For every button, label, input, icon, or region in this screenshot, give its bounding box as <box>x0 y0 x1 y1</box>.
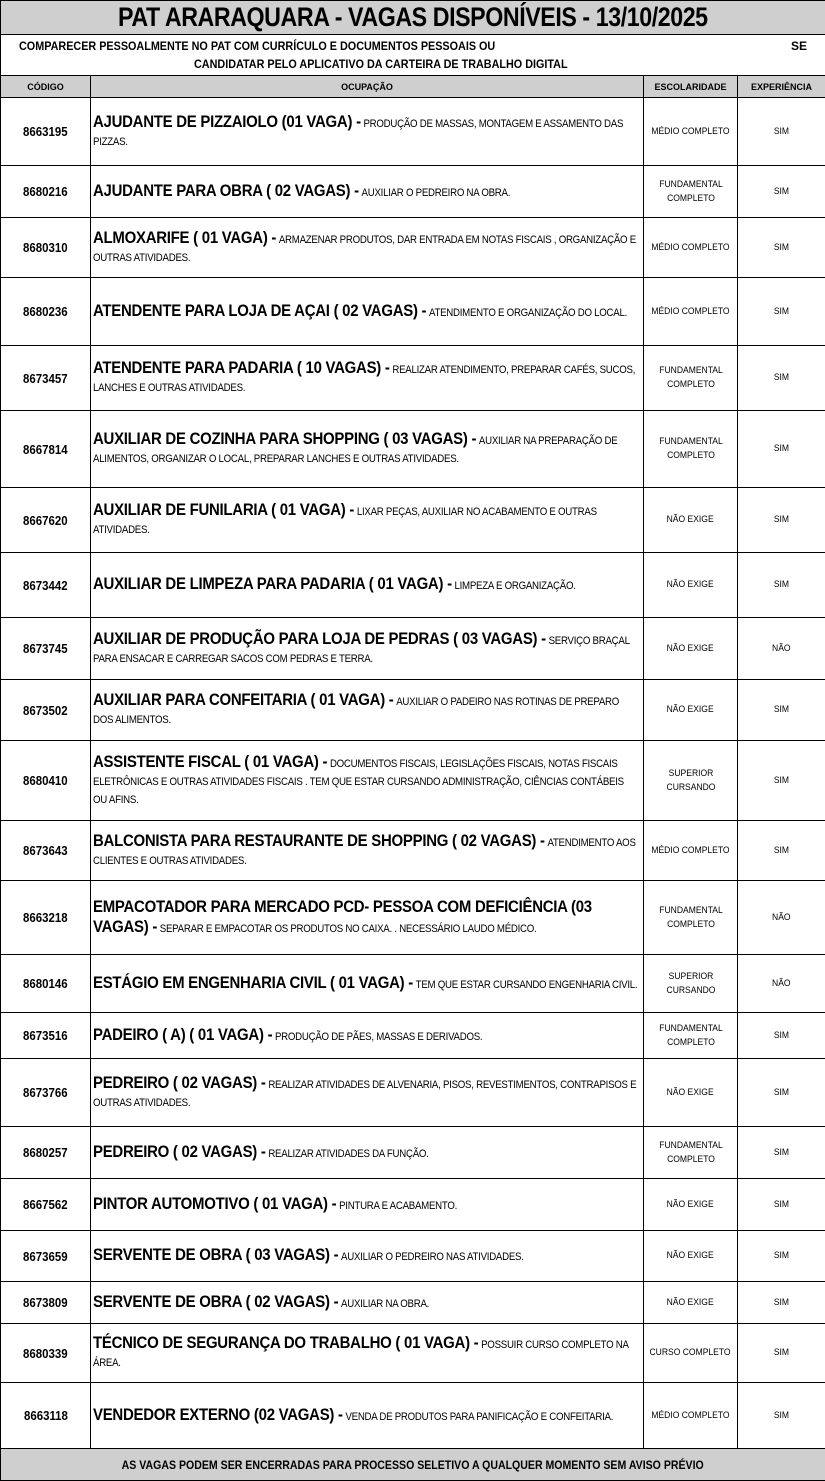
job-code: 8673502 <box>1 680 91 741</box>
job-description: SEPARAR E EMPACOTAR OS PRODUTOS NO CAIXA. . NECESSÁRIO LAUDO MÉDICO. <box>160 923 537 935</box>
job-title: PEDREIRO ( 02 VAGAS) - <box>93 1073 266 1092</box>
job-education: NÃO EXIGE <box>644 680 738 741</box>
job-experience: SIM <box>738 346 825 411</box>
job-description: POSSUIR CURSO COMPLETO NA ÁREA. <box>93 1339 628 1369</box>
job-description: DOCUMENTOS FISCAIS, LEGISLAÇÕES FISCAIS, NOTAS FISCAIS ELETRÔNICAS E OUTRAS ATIVIDADES FISCAIS . TEM QUE ESTAR CURSANDO ADMINISTRAÇÃO, CIÊNCIAS CONTÁBEIS OU AFINS. <box>93 758 624 806</box>
job-education: MÉDIO COMPLETO <box>644 218 738 278</box>
job-occupation <box>91 1127 644 1179</box>
table-row <box>1 1127 825 1179</box>
table-row <box>1 741 825 821</box>
job-education: MÉDIO COMPLETO <box>644 1383 738 1449</box>
job-code: 8680216 <box>1 166 91 218</box>
job-title: ASSISTENTE FISCAL ( 01 VAGA) - <box>93 752 327 771</box>
job-experience: SIM <box>738 411 825 488</box>
table-row <box>1 1013 825 1059</box>
table-row <box>1 553 825 618</box>
job-occupation <box>91 618 644 680</box>
job-education: NÃO EXIGE <box>644 1179 738 1231</box>
instructions-line-1: COMPARECER PESSOALMENTE NO PAT COM CURRÍCULO E DOCUMENTOS PESSOAIS OU <box>19 39 495 53</box>
job-code: 8680146 <box>1 955 91 1013</box>
table-row <box>1 98 825 166</box>
job-occupation <box>91 1282 644 1324</box>
job-occupation <box>91 1179 644 1231</box>
job-code: 8663118 <box>1 1383 91 1449</box>
table-row <box>1 821 825 881</box>
job-code: 8680339 <box>1 1324 91 1383</box>
table-row <box>1 346 825 411</box>
job-title: EMPACOTADOR PARA MERCADO PCD- PESSOA COM DEFICIÊNCIA (03 VAGAS) - <box>93 897 592 936</box>
job-description: LIMPEZA E ORGANIZAÇÃO. <box>455 580 576 592</box>
table-row <box>1 1179 825 1231</box>
instructions-line-2: CANDIDATAR PELO APLICATIVO DA CARTEIRA DE TRABALHO DIGITAL <box>194 57 568 71</box>
job-experience: SIM <box>738 1324 825 1383</box>
job-occupation <box>91 881 644 955</box>
job-education: MÉDIO COMPLETO <box>644 278 738 346</box>
job-occupation <box>91 553 644 618</box>
job-description: AUXILIAR O PEDREIRO NAS ATIVIDADES. <box>341 1251 524 1263</box>
job-description: AUXILIAR O PEDREIRO NA OBRA. <box>362 187 511 199</box>
footer-notice: AS VAGAS PODEM SER ENCERRADAS PARA PROCESSO SELETIVO A QUALQUER MOMENTO SEM AVISO PRÉVIO <box>1 1449 825 1481</box>
job-education: NÃO EXIGE <box>644 1282 738 1324</box>
job-code: 8673516 <box>1 1013 91 1059</box>
job-title: AUXILIAR DE COZINHA PARA SHOPPING ( 03 VAGAS) - <box>93 429 476 448</box>
instructions-se: SE <box>791 39 807 53</box>
job-education: SUPERIOR CURSANDO <box>644 955 738 1013</box>
job-code: 8680310 <box>1 218 91 278</box>
job-description: REALIZAR ATIVIDADES DE ALVENARIA, PISOS, REVESTIMENTOS, CONTRAPISOS E OUTRAS ATIVIDADES. <box>93 1079 636 1109</box>
job-education: FUNDAMENTAL COMPLETO <box>644 1127 738 1179</box>
job-code: 8663218 <box>1 881 91 955</box>
job-occupation <box>91 741 644 821</box>
job-experience: SIM <box>738 98 825 166</box>
job-occupation <box>91 98 644 166</box>
footer-row <box>1 1449 825 1481</box>
job-education: FUNDAMENTAL COMPLETO <box>644 881 738 955</box>
job-education: MÉDIO COMPLETO <box>644 821 738 881</box>
table-row <box>1 218 825 278</box>
job-occupation <box>91 411 644 488</box>
table-row <box>1 1282 825 1324</box>
job-education: FUNDAMENTAL COMPLETO <box>644 166 738 218</box>
table-row <box>1 1383 825 1449</box>
job-occupation <box>91 278 644 346</box>
job-occupation <box>91 1324 644 1383</box>
job-title: ESTÁGIO EM ENGENHARIA CIVIL ( 01 VAGA) - <box>93 973 413 992</box>
column-header-row <box>1 76 825 98</box>
job-title: ATENDENTE PARA LOJA DE AÇAI ( 02 VAGAS) - <box>93 301 426 320</box>
job-description: SERVIÇO BRAÇAL PARA ENSACAR E CARREGAR SACOS COM PEDRAS E TERRA. <box>93 635 629 665</box>
job-education: CURSO COMPLETO <box>644 1324 738 1383</box>
table-row <box>1 1231 825 1282</box>
job-occupation <box>91 680 644 741</box>
job-description: TEM QUE ESTAR CURSANDO ENGENHARIA CIVIL. <box>416 979 638 991</box>
job-code: 8673442 <box>1 553 91 618</box>
job-experience: NÃO <box>738 881 825 955</box>
job-experience: SIM <box>738 553 825 618</box>
job-occupation <box>91 218 644 278</box>
job-occupation <box>91 1013 644 1059</box>
job-education: FUNDAMENTAL COMPLETO <box>644 346 738 411</box>
job-title: AUXILIAR DE FUNILARIA ( 01 VAGA) - <box>93 500 354 519</box>
job-experience: NÃO <box>738 955 825 1013</box>
job-code: 8673745 <box>1 618 91 680</box>
job-description: REALIZAR ATIVIDADES DA FUNÇÃO. <box>268 1148 428 1160</box>
job-description: AUXILIAR O PADEIRO NAS ROTINAS DE PREPARO DOS ALIMENTOS. <box>93 696 619 726</box>
job-occupation <box>91 821 644 881</box>
job-experience: SIM <box>738 1231 825 1282</box>
job-title: BALCONISTA PARA RESTAURANTE DE SHOPPING ( 02 VAGAS) - <box>93 831 545 850</box>
job-description: ATENDIMENTO AOS CLIENTES E OUTRAS ATIVIDADES. <box>93 837 636 867</box>
job-experience: SIM <box>738 741 825 821</box>
job-education: SUPERIOR CURSANDO <box>644 741 738 821</box>
table-row <box>1 166 825 218</box>
job-education: MÉDIO COMPLETO <box>644 98 738 166</box>
table-row <box>1 881 825 955</box>
column-header-experience: EXPERIÊNCIA <box>738 76 825 98</box>
job-code: 8667620 <box>1 488 91 553</box>
job-code: 8673766 <box>1 1059 91 1127</box>
job-code: 8680236 <box>1 278 91 346</box>
job-experience: SIM <box>738 166 825 218</box>
job-description: LIXAR PEÇAS, AUXILIAR NO ACABAMENTO E OUTRAS ATIVIDADES. <box>93 506 597 536</box>
job-title: PEDREIRO ( 02 VAGAS) - <box>93 1142 266 1161</box>
job-code: 8673659 <box>1 1231 91 1282</box>
job-education: NÃO EXIGE <box>644 1231 738 1282</box>
job-code: 8663195 <box>1 98 91 166</box>
column-header-code: CÓDIGO <box>1 76 91 98</box>
job-education: NÃO EXIGE <box>644 553 738 618</box>
job-education: NÃO EXIGE <box>644 618 738 680</box>
job-experience: SIM <box>738 1059 825 1127</box>
job-title: AJUDANTE PARA OBRA ( 02 VAGAS) - <box>93 181 359 200</box>
job-code: 8680257 <box>1 1127 91 1179</box>
table-row <box>1 488 825 553</box>
job-experience: SIM <box>738 218 825 278</box>
job-experience: SIM <box>738 1383 825 1449</box>
job-title: AUXILIAR PARA CONFEITARIA ( 01 VAGA) - <box>93 690 394 709</box>
table-row <box>1 680 825 741</box>
job-description: ARMAZENAR PRODUTOS, DAR ENTRADA EM NOTAS FISCAIS , ORGANIZAÇÃO E OUTRAS ATIVIDADES. <box>93 234 636 264</box>
job-experience: SIM <box>738 278 825 346</box>
job-title: ATENDENTE PARA PADARIA ( 10 VAGAS) - <box>93 358 390 377</box>
table-row <box>1 278 825 346</box>
job-description: AUXILIAR NA OBRA. <box>341 1298 429 1310</box>
job-title: AUXILIAR DE PRODUÇÃO PARA LOJA DE PEDRAS ( 03 VAGAS) - <box>93 629 546 648</box>
job-title: AJUDANTE DE PIZZAIOLO (01 VAGA) - <box>93 112 361 131</box>
job-title: AUXILIAR DE LIMPEZA PARA PADARIA ( 01 VAGA) - <box>93 574 452 593</box>
job-occupation <box>91 488 644 553</box>
job-experience: SIM <box>738 1013 825 1059</box>
job-description: VENDA DE PRODUTOS PARA PANIFICAÇÃO E CONFEITARIA. <box>345 1411 613 1423</box>
job-occupation <box>91 1231 644 1282</box>
job-title: SERVENTE DE OBRA ( 02 VAGAS) - <box>93 1292 338 1311</box>
job-description: PRODUÇÃO DE PÃES, MASSAS E DERIVADOS. <box>275 1031 482 1043</box>
job-description: ATENDIMENTO E ORGANIZAÇÃO DO LOCAL. <box>429 307 627 319</box>
instructions-banner <box>1 35 825 76</box>
job-code: 8667562 <box>1 1179 91 1231</box>
job-title: ALMOXARIFE ( 01 VAGA) - <box>93 228 276 247</box>
table-row <box>1 618 825 680</box>
job-code: 8673643 <box>1 821 91 881</box>
job-education: NÃO EXIGE <box>644 488 738 553</box>
job-experience: NÃO <box>738 618 825 680</box>
job-title: PADEIRO ( A) ( 01 VAGA) - <box>93 1025 272 1044</box>
job-code: 8667814 <box>1 411 91 488</box>
job-title: VENDEDOR EXTERNO (02 VAGAS) - <box>93 1405 343 1424</box>
job-experience: SIM <box>738 488 825 553</box>
job-description: AUXILIAR NA PREPARAÇÃO DE ALIMENTOS, ORGANIZAR O LOCAL, PREPARAR LANCHES E OUTRAS ATIVIDADES. <box>93 435 617 465</box>
job-experience: SIM <box>738 1127 825 1179</box>
job-code: 8680410 <box>1 741 91 821</box>
table-row <box>1 411 825 488</box>
job-title: TÉCNICO DE SEGURANÇA DO TRABALHO ( 01 VAGA) - <box>93 1333 478 1352</box>
job-occupation <box>91 955 644 1013</box>
job-experience: SIM <box>738 680 825 741</box>
job-occupation <box>91 346 644 411</box>
job-education: FUNDAMENTAL COMPLETO <box>644 1013 738 1059</box>
job-occupation <box>91 1383 644 1449</box>
column-header-occupation: OCUPAÇÃO <box>91 76 644 98</box>
column-header-education: ESCOLARIDADE <box>644 76 738 98</box>
table-row <box>1 1324 825 1383</box>
job-education: FUNDAMENTAL COMPLETO <box>644 411 738 488</box>
job-code: 8673809 <box>1 1282 91 1324</box>
job-description: REALIZAR ATENDIMENTO, PREPARAR CAFÉS, SUCOS, LANCHES E OUTRAS ATIVIDADES. <box>93 364 635 394</box>
job-description: PINTURA E ACABAMENTO. <box>339 1200 457 1212</box>
page-title: PAT ARARAQUARA - VAGAS DISPONÍVEIS - 13/10/2025 <box>1 1 825 35</box>
table-row <box>1 1059 825 1127</box>
job-education: NÃO EXIGE <box>644 1059 738 1127</box>
job-title: SERVENTE DE OBRA ( 03 VAGAS) - <box>93 1245 338 1264</box>
job-code: 8673457 <box>1 346 91 411</box>
job-occupation <box>91 1059 644 1127</box>
job-experience: SIM <box>738 821 825 881</box>
job-occupation <box>91 166 644 218</box>
job-experience: SIM <box>738 1282 825 1324</box>
job-title: PINTOR AUTOMOTIVO ( 01 VAGA) - <box>93 1194 336 1213</box>
job-rows <box>1 98 825 1449</box>
job-experience: SIM <box>738 1179 825 1231</box>
table-row <box>1 955 825 1013</box>
job-description: PRODUÇÃO DE MASSAS, MONTAGEM E ASSAMENTO DAS PIZZAS. <box>93 118 623 148</box>
